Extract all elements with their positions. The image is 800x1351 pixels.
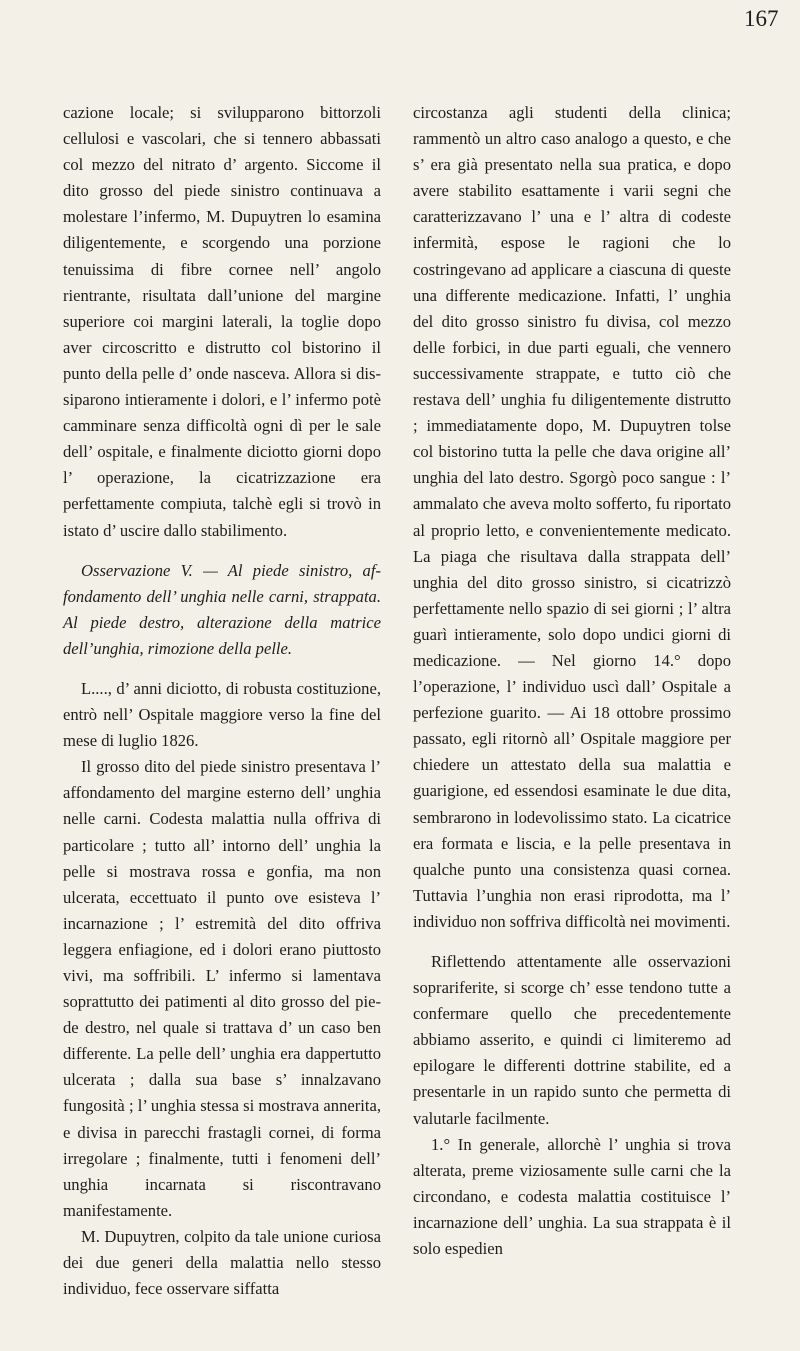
left-column (63, 100, 381, 1302)
paragraph: cazione locale; si svilupparono bittorzoli cellulosi e vascolari, che si tennero abbassati col mezzo del nitrato d’ argento. Siccome il dito grosso del piede sinistro continuava a molestare l’infermo, M. Dupuytren lo esamina diligentemente, e scorgendo una porzione tenuissima di fibre cornee nell’ angolo rientrante, risultata dall’unione del margine superiore coi margini laterali, la toglie dopo aver circoscritto e distrutto col bistorino il punto della pelle d’ onde nasceva. Allora si dissiparono intieramente i dolori, e l’ infermo potè camminare senza difficoltà ogni dì per le sale dell’ ospitale, e finalmente diciotto giorni dopo l’ operazione, la cicatrizzazione era perfettamente compiuta, talchè egli si trovò in istato d’ uscire dallo stabilimento. (63, 103, 381, 540)
paragraph: Il grosso dito del piede sinistro presentava l’ affondamento del margine esterno dell’ unghia nelle carni. Codesta malattia nulla offriva di particolare ; tutto all’ intorno dell’ unghia la pelle si mostrava rossa e gonfia, ma non ulcerata, eccettuato il punto ove esisteva l’ incarnazione ; l’ estremità del dito offriva leggera enfiagione, ed i dolori erano piuttosto vivi, ma soffribili. L’ infermo si lamentava soprattutto dei patimenti al dito grosso del piede destro, nel quale si trattava d’ un caso ben differente. La pelle dell’ unghia era dappertutto ulcerata ; dalla sua base s’ innalzavano fungosità ; l’ unghia stessa si mostrava annerita, e divisa in parecchi frastagli cornei, di forma irregolare ; finalmente, tutti i fenomeni dell’ unghia incarnata si riscontravano manifestamente. (63, 757, 381, 1220)
paragraph: L...., d’ anni diciotto, di robusta costituzione, entrò nell’ Ospitale maggiore verso la fine del mese di luglio 1826. (63, 678, 381, 751)
observation-heading: Osservazione V. — Al piede sinistro, affondamento dell’ unghia nelle carni, strappata. Al piede destro, alterazione della matrice dell’unghia, rimozione della pelle. (63, 560, 381, 658)
paragraph: Riflettendo attentamente alle osservazioni soprariferite, si scorge ch’ esse tendono tutte a confermare quello che precedentemente abbiamo asserito, e quindi ci limiteremo ad epilogare le differenti dottrine stabilite, ed a presentarle in un rapido sunto che permetta di valutarle facilmente. (413, 952, 731, 1128)
paragraph: circostanza agli studenti della clinica; rammentò un altro caso analogo a questo, e che s’ era già presentato nella sua pratica, e dopo avere stabilito esattamente i varii segni che caratterizzavano l’ una e l’ altra di codeste infermità, espose le ragioni che lo costringevano ad applicare a ciascuna di queste una differente medicazione. Infatti, l’ unghia del dito grosso sinistro fu divisa, col mezzo delle forbici, in due parti eguali, che vennero successivamente strappate, e tutto ciò che restava dell’ unghia fu diligentemente distrutto ; immediatamente dopo, M. Dupuytren tolse col bistorino tutta la pelle che dava origine all’ unghia del lato destro. Sgorgò poco sangue : l’ ammalato che aveva molto sofferto, fu riportato al proprio letto, e convenientemente medicato. La piaga che risultava dalla strappata dell’ unghia del dito grosso sinistro, si cicatrizzò perfettamente nello spazio di sei giorni ; l’ altra guarì intieramente, solo dopo undici giorni di medicazione. — Nel giorno 14.° dopo l’operazione, l’ individuo uscì dall’ Ospitale a perfezione guarito. — Ai 18 ottobre prossimo passato, egli ritornò all’ Ospitale maggiore per chiedere un attestato della sua malattia e guarigione, ed essendosi esaminate le due dita, sembrarono in lodevolissimo stato. La cicatrice era formata e liscia, e la pelle presentava in qualche punto una consistenza quasi cornea. Tuttavia l’unghia non erasi riprodotta, ma l’ individuo non soffriva difficoltà nei movimenti. (413, 103, 731, 931)
right-column (413, 100, 731, 1262)
page-number: 167 (744, 6, 779, 31)
paragraph: 1.° In generale, allorchè l’ unghia si trova alterata, preme viziosamente sulle carni che la circondano, e codesta malattia costituisce l’ incarnazione dell’ unghia. La sua strappata è il solo espedien (413, 1134, 731, 1259)
paragraph: M. Dupuytren, colpito da tale unione curiosa dei due generi della malattia nello stesso individuo, fece osservare siffatta (63, 1226, 381, 1299)
